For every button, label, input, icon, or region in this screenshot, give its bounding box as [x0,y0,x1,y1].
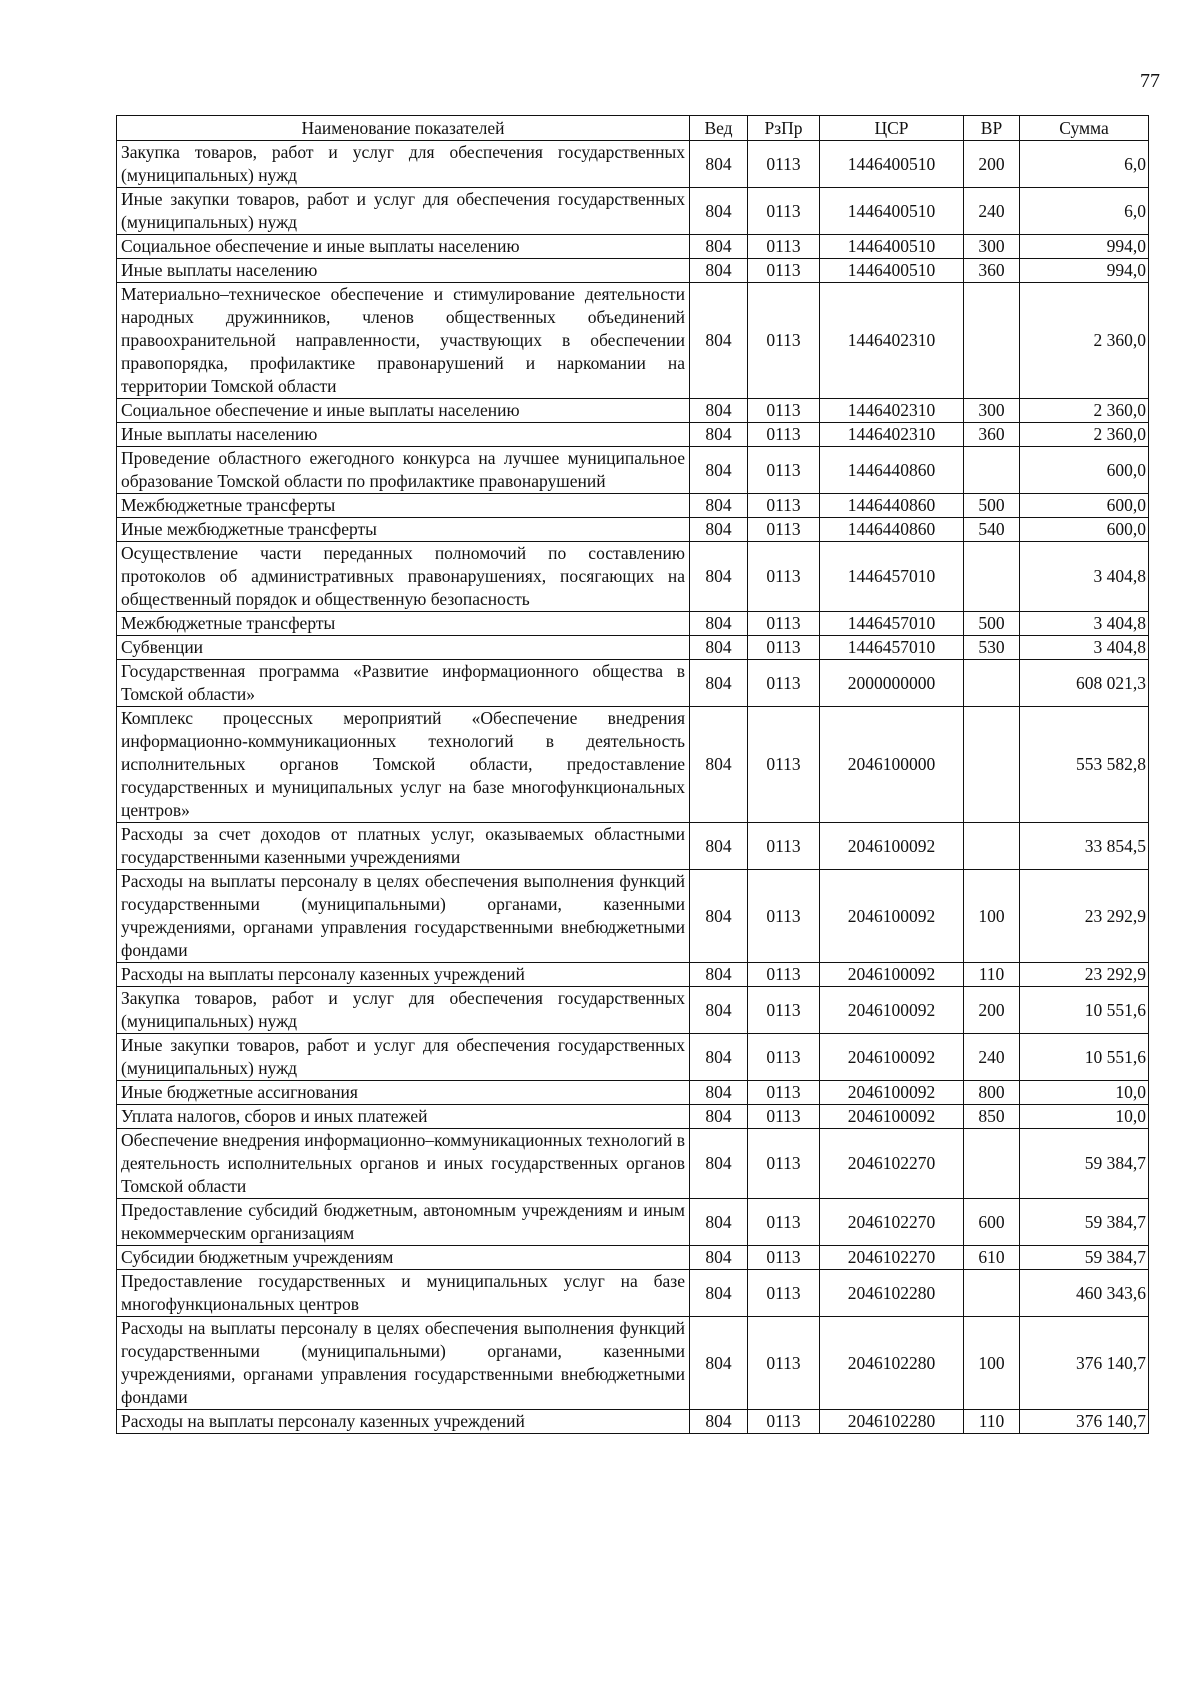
cell-csr: 2046102270 [820,1246,964,1270]
cell-sum: 3 404,8 [1020,612,1149,636]
cell-rzpr: 0113 [748,1410,820,1434]
cell-name: Комплекс процессных мероприятий «Обеспечение внедрения информационно-коммуникационных технологий в деятельность исполнительных органов Томской области, предоставление государственных и муниципальных услуг на базе многофункциональных центров» [117,707,690,823]
cell-rzpr: 0113 [748,1317,820,1410]
table-row [117,235,1149,259]
cell-sum: 994,0 [1020,235,1149,259]
cell-csr: 2046100092 [820,963,964,987]
cell-vr: 100 [964,1317,1020,1410]
cell-sum: 600,0 [1020,447,1149,494]
cell-csr: 1446400510 [820,141,964,188]
header-rzpr: РзПр [748,116,820,141]
table-body [117,141,1149,1434]
table-row [117,1105,1149,1129]
cell-rzpr: 0113 [748,447,820,494]
cell-csr: 2046100092 [820,987,964,1034]
cell-ved: 804 [690,1246,748,1270]
cell-sum: 600,0 [1020,494,1149,518]
cell-vr: 360 [964,423,1020,447]
cell-name: Государственная программа «Развитие информационного общества в Томской области» [117,660,690,707]
cell-sum: 3 404,8 [1020,542,1149,612]
cell-sum: 59 384,7 [1020,1246,1149,1270]
cell-name: Межбюджетные трансферты [117,494,690,518]
table-row [117,423,1149,447]
table-row [117,1246,1149,1270]
cell-csr: 1446440860 [820,494,964,518]
cell-ved: 804 [690,447,748,494]
cell-sum: 59 384,7 [1020,1199,1149,1246]
cell-ved: 804 [690,1034,748,1081]
cell-rzpr: 0113 [748,1129,820,1199]
cell-sum: 6,0 [1020,141,1149,188]
cell-vr: 100 [964,870,1020,963]
budget-table [116,115,1149,1434]
cell-csr: 2046102280 [820,1270,964,1317]
cell-vr [964,542,1020,612]
table-row [117,447,1149,494]
cell-rzpr: 0113 [748,963,820,987]
table-row [117,636,1149,660]
cell-rzpr: 0113 [748,823,820,870]
cell-ved: 804 [690,188,748,235]
cell-rzpr: 0113 [748,636,820,660]
cell-name: Предоставление государственных и муниципальных услуг на базе многофункциональных центров [117,1270,690,1317]
cell-ved: 804 [690,235,748,259]
cell-sum: 6,0 [1020,188,1149,235]
cell-name: Осуществление части переданных полномочий по составлению протоколов об административных правонарушениях, посягающих на общественный порядок и общественную безопасность [117,542,690,612]
cell-ved: 804 [690,870,748,963]
cell-vr: 800 [964,1081,1020,1105]
cell-sum: 23 292,9 [1020,963,1149,987]
page-number: 77 [1140,70,1160,92]
table-row [117,823,1149,870]
cell-name: Расходы на выплаты персоналу казенных учреждений [117,1410,690,1434]
cell-sum: 376 140,7 [1020,1410,1149,1434]
cell-vr [964,1270,1020,1317]
table-row [117,494,1149,518]
cell-csr: 1446402310 [820,399,964,423]
cell-csr: 2046102270 [820,1199,964,1246]
cell-ved: 804 [690,1199,748,1246]
table-row [117,660,1149,707]
cell-vr: 500 [964,612,1020,636]
cell-csr: 2046100000 [820,707,964,823]
cell-rzpr: 0113 [748,283,820,399]
cell-rzpr: 0113 [748,259,820,283]
cell-sum: 3 404,8 [1020,636,1149,660]
cell-name: Субвенции [117,636,690,660]
cell-ved: 804 [690,259,748,283]
cell-rzpr: 0113 [748,399,820,423]
cell-sum: 2 360,0 [1020,283,1149,399]
cell-name: Межбюджетные трансферты [117,612,690,636]
cell-ved: 804 [690,399,748,423]
cell-rzpr: 0113 [748,1105,820,1129]
table-row [117,963,1149,987]
cell-rzpr: 0113 [748,987,820,1034]
cell-name: Субсидии бюджетным учреждениям [117,1246,690,1270]
header-vr: ВР [964,116,1020,141]
cell-ved: 804 [690,636,748,660]
cell-csr: 1446400510 [820,259,964,283]
cell-csr: 2046102270 [820,1129,964,1199]
cell-rzpr: 0113 [748,1246,820,1270]
cell-csr: 1446402310 [820,423,964,447]
cell-csr: 2046100092 [820,870,964,963]
cell-rzpr: 0113 [748,1199,820,1246]
table-row [117,707,1149,823]
cell-sum: 460 343,6 [1020,1270,1149,1317]
table-row [117,283,1149,399]
cell-csr: 2046100092 [820,1081,964,1105]
cell-ved: 804 [690,963,748,987]
cell-rzpr: 0113 [748,660,820,707]
cell-ved: 804 [690,1410,748,1434]
cell-rzpr: 0113 [748,235,820,259]
header-name: Наименование показателей [117,116,690,141]
cell-ved: 804 [690,494,748,518]
cell-sum: 2 360,0 [1020,399,1149,423]
cell-vr: 110 [964,1410,1020,1434]
cell-name: Иные выплаты населению [117,423,690,447]
cell-csr: 1446400510 [820,188,964,235]
cell-name: Расходы на выплаты персоналу в целях обеспечения выполнения функций государственными (муниципальными) органами, казенными учреждениями, органами управления государственными внебюджетными фондами [117,870,690,963]
header-csr: ЦСР [820,116,964,141]
cell-vr [964,823,1020,870]
cell-csr: 2046100092 [820,1105,964,1129]
cell-sum: 23 292,9 [1020,870,1149,963]
cell-rzpr: 0113 [748,870,820,963]
cell-name: Закупка товаров, работ и услуг для обеспечения государственных (муниципальных) нужд [117,987,690,1034]
table-row [117,1129,1149,1199]
cell-vr [964,1129,1020,1199]
table-row [117,1270,1149,1317]
cell-name: Закупка товаров, работ и услуг для обеспечения государственных (муниципальных) нужд [117,141,690,188]
cell-csr: 1446457010 [820,636,964,660]
cell-ved: 804 [690,423,748,447]
table-row [117,188,1149,235]
cell-vr: 200 [964,987,1020,1034]
cell-vr [964,447,1020,494]
cell-name: Расходы на выплаты персоналу в целях обеспечения выполнения функций государственными (муниципальными) органами, казенными учреждениями, органами управления государственными внебюджетными фондами [117,1317,690,1410]
cell-sum: 994,0 [1020,259,1149,283]
table-row [117,1317,1149,1410]
table-row [117,141,1149,188]
table-row [117,1410,1149,1434]
cell-csr: 1446400510 [820,235,964,259]
cell-csr: 1446440860 [820,518,964,542]
cell-name: Социальное обеспечение и иные выплаты населению [117,399,690,423]
cell-vr [964,283,1020,399]
cell-name: Иные выплаты населению [117,259,690,283]
cell-ved: 804 [690,707,748,823]
cell-rzpr: 0113 [748,1270,820,1317]
cell-rzpr: 0113 [748,542,820,612]
cell-ved: 804 [690,518,748,542]
cell-vr [964,660,1020,707]
cell-rzpr: 0113 [748,423,820,447]
cell-csr: 1446402310 [820,283,964,399]
cell-ved: 804 [690,1317,748,1410]
cell-csr: 2046100092 [820,823,964,870]
cell-ved: 804 [690,1081,748,1105]
cell-sum: 553 582,8 [1020,707,1149,823]
table-row [117,1081,1149,1105]
cell-csr: 1446457010 [820,542,964,612]
cell-rzpr: 0113 [748,141,820,188]
cell-rzpr: 0113 [748,188,820,235]
cell-sum: 608 021,3 [1020,660,1149,707]
cell-name: Иные межбюджетные трансферты [117,518,690,542]
table-row [117,259,1149,283]
cell-vr: 610 [964,1246,1020,1270]
cell-vr: 360 [964,259,1020,283]
cell-sum: 33 854,5 [1020,823,1149,870]
cell-name: Проведение областного ежегодного конкурса на лучшее муниципальное образование Томской области по профилактике правонарушений [117,447,690,494]
cell-name: Обеспечение внедрения информационно–коммуникационных технологий в деятельность исполнительных органов и иных государственных органов Томской области [117,1129,690,1199]
cell-sum: 376 140,7 [1020,1317,1149,1410]
cell-csr: 1446457010 [820,612,964,636]
table-row [117,1034,1149,1081]
cell-sum: 10,0 [1020,1105,1149,1129]
cell-csr: 2046100092 [820,1034,964,1081]
table-row [117,518,1149,542]
cell-name: Расходы на выплаты персоналу казенных учреждений [117,963,690,987]
cell-rzpr: 0113 [748,1034,820,1081]
cell-ved: 804 [690,542,748,612]
cell-vr: 850 [964,1105,1020,1129]
cell-rzpr: 0113 [748,707,820,823]
cell-ved: 804 [690,283,748,399]
cell-ved: 804 [690,1270,748,1317]
table-header-row [117,116,1149,141]
cell-vr [964,707,1020,823]
cell-name: Социальное обеспечение и иные выплаты населению [117,235,690,259]
cell-ved: 804 [690,823,748,870]
header-sum: Сумма [1020,116,1149,141]
cell-vr: 500 [964,494,1020,518]
cell-vr: 300 [964,399,1020,423]
cell-ved: 804 [690,1105,748,1129]
cell-ved: 804 [690,612,748,636]
cell-ved: 804 [690,987,748,1034]
cell-rzpr: 0113 [748,612,820,636]
cell-ved: 804 [690,660,748,707]
cell-sum: 10,0 [1020,1081,1149,1105]
cell-name: Уплата налогов, сборов и иных платежей [117,1105,690,1129]
cell-ved: 804 [690,1129,748,1199]
cell-name: Иные закупки товаров, работ и услуг для обеспечения государственных (муниципальных) нужд [117,1034,690,1081]
cell-csr: 2000000000 [820,660,964,707]
table-row [117,870,1149,963]
cell-rzpr: 0113 [748,494,820,518]
cell-vr: 200 [964,141,1020,188]
table-row [117,542,1149,612]
table-row [117,987,1149,1034]
header-ved: Вед [690,116,748,141]
cell-sum: 10 551,6 [1020,987,1149,1034]
table-row [117,399,1149,423]
cell-vr: 600 [964,1199,1020,1246]
cell-name: Расходы за счет доходов от платных услуг, оказываемых областными государственными казенными учреждениями [117,823,690,870]
cell-rzpr: 0113 [748,518,820,542]
cell-vr: 110 [964,963,1020,987]
cell-name: Материально–техническое обеспечение и стимулирование деятельности народных дружинников, членов общественных объединений правоохранительной направленности, участвующих в обеспечении правопорядка, профилактике правонарушений и наркомании на территории Томской области [117,283,690,399]
cell-vr: 530 [964,636,1020,660]
table-row [117,1199,1149,1246]
cell-rzpr: 0113 [748,1081,820,1105]
cell-vr: 540 [964,518,1020,542]
cell-csr: 2046102280 [820,1410,964,1434]
cell-vr: 240 [964,1034,1020,1081]
cell-sum: 2 360,0 [1020,423,1149,447]
cell-sum: 10 551,6 [1020,1034,1149,1081]
cell-csr: 2046102280 [820,1317,964,1410]
cell-vr: 240 [964,188,1020,235]
cell-name: Предоставление субсидий бюджетным, автономным учреждениям и иным некоммерческим организациям [117,1199,690,1246]
cell-sum: 59 384,7 [1020,1129,1149,1199]
cell-name: Иные закупки товаров, работ и услуг для обеспечения государственных (муниципальных) нужд [117,188,690,235]
table-row [117,612,1149,636]
cell-csr: 1446440860 [820,447,964,494]
cell-sum: 600,0 [1020,518,1149,542]
cell-name: Иные бюджетные ассигнования [117,1081,690,1105]
cell-ved: 804 [690,141,748,188]
cell-vr: 300 [964,235,1020,259]
